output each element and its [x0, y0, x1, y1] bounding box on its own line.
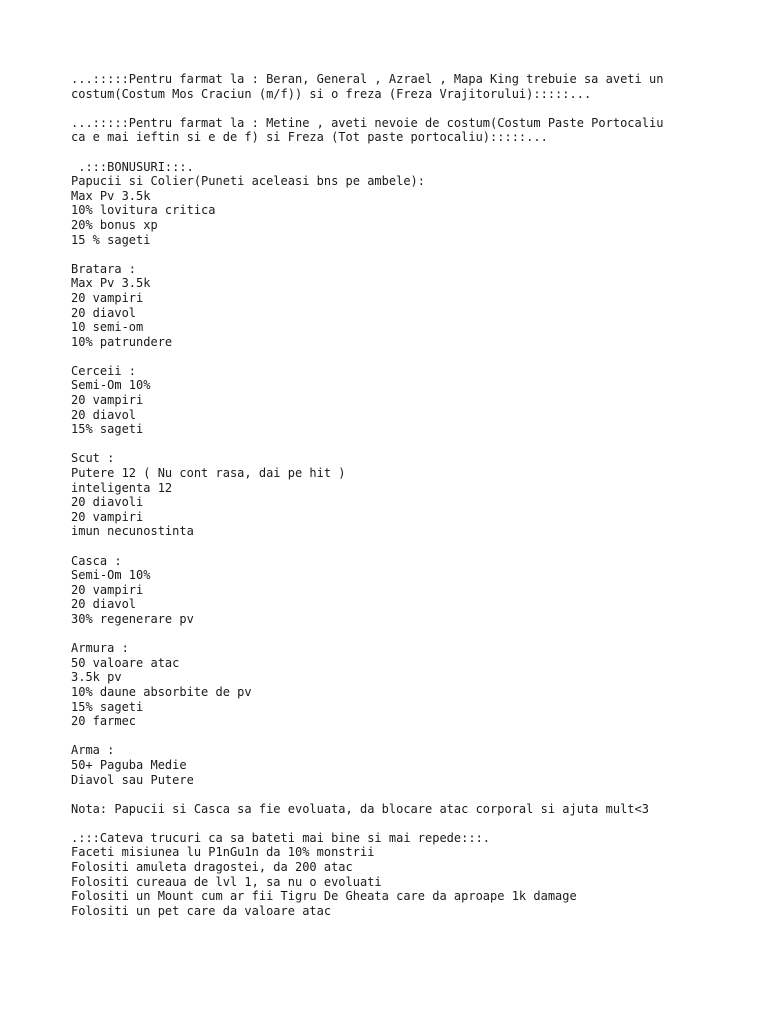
text-line: 10% lovitura critica: [71, 203, 216, 218]
section-heading: Scut :: [71, 451, 115, 466]
text-line: 20 vampiri: [71, 582, 144, 597]
text-line: Semi-Om 10%: [71, 568, 151, 583]
section-heading: .:::BONUSURI:::.: [71, 159, 194, 174]
section-casca: [71, 554, 751, 627]
note-line: Nota: Papucii si Casca sa fie evoluata, da blocare atac corporal si ajuta mult<3: [71, 801, 649, 816]
text-line: Diavol sau Putere: [71, 772, 194, 787]
text-line: Putere 12 ( Nu cont rasa, dai pe hit ): [71, 466, 346, 481]
text-line: 20% bonus xp: [71, 217, 158, 232]
text-line: inteligenta 12: [71, 480, 173, 495]
section-intro-costume: [71, 72, 751, 101]
section-armura: [71, 641, 751, 729]
section-arma: [71, 743, 751, 787]
text-line: 3.5k pv: [71, 670, 122, 685]
section-cerceii: [71, 364, 751, 437]
section-heading: Bratara :: [71, 261, 137, 276]
text-line: Folositi un Mount cum ar fii Tigru De Gheata care da aproape 1k damage: [71, 889, 577, 904]
section-trucuri: [71, 831, 751, 919]
text-line: 20 vampiri: [71, 393, 144, 408]
text-line: 10 semi-om: [71, 320, 144, 335]
text-line: ca e mai ieftin si e de f) si Freza (Tot paste portocaliu):::::...: [71, 130, 548, 145]
text-line: Folositi amuleta dragostei, da 200 atac: [71, 860, 353, 875]
text-line: 20 vampiri: [71, 290, 144, 305]
section-heading: Casca :: [71, 553, 122, 568]
section-scut: [71, 451, 751, 539]
text-line: 50+ Paguba Medie: [71, 757, 187, 772]
text-line: ...:::::Pentru farmat la : Beran, General , Azrael , Mapa King trebuie sa aveti un: [71, 72, 664, 86]
text-line: 20 diavoli: [71, 495, 144, 510]
text-line: ...:::::Pentru farmat la : Metine , aveti nevoie de costum(Costum Paste Portocaliu: [71, 115, 664, 130]
text-line: Semi-Om 10%: [71, 378, 151, 393]
section-heading: Cerceii :: [71, 363, 137, 378]
text-line: 50 valoare atac: [71, 655, 180, 670]
section-heading: Armura :: [71, 641, 129, 656]
section-bratara: [71, 262, 751, 350]
section-nota: [71, 802, 751, 817]
text-line: 15% sageti: [71, 699, 144, 714]
text-line: 20 diavol: [71, 597, 137, 612]
text-line: Max Pv 3.5k: [71, 276, 151, 291]
section-bonusuri-papucii-colier: [71, 160, 751, 248]
text-line: 30% regenerare pv: [71, 611, 194, 626]
text-line: Folositi un pet care da valoare atac: [71, 903, 332, 918]
text-line: 10% patrundere: [71, 334, 173, 349]
text-line: 20 vampiri: [71, 509, 144, 524]
text-line: 20 diavol: [71, 407, 137, 422]
section-heading: .:::Cateva trucuri ca sa bateti mai bine si mai repede:::.: [71, 830, 491, 845]
section-heading: Arma :: [71, 743, 115, 758]
document-page: [71, 72, 751, 933]
text-line: 20 diavol: [71, 305, 137, 320]
text-line: 20 farmec: [71, 714, 137, 729]
text-line: 15 % sageti: [71, 232, 151, 247]
text-line: 10% daune absorbite de pv: [71, 684, 252, 699]
text-line: costum(Costum Mos Craciun (m/f)) si o freza (Freza Vrajitorului):::::...: [71, 86, 592, 101]
text-line: Faceti misiunea lu P1nGu1n da 10% monstrii: [71, 845, 375, 860]
text-line: Papucii si Colier(Puneti aceleasi bns pe ambele):: [71, 174, 426, 189]
text-line: Max Pv 3.5k: [71, 188, 151, 203]
text-line: imun necunostinta: [71, 524, 194, 539]
section-metine-costume: [71, 116, 751, 145]
text-line: 15% sageti: [71, 422, 144, 437]
text-line: Folositi cureaua de lvl 1, sa nu o evoluati: [71, 874, 382, 889]
